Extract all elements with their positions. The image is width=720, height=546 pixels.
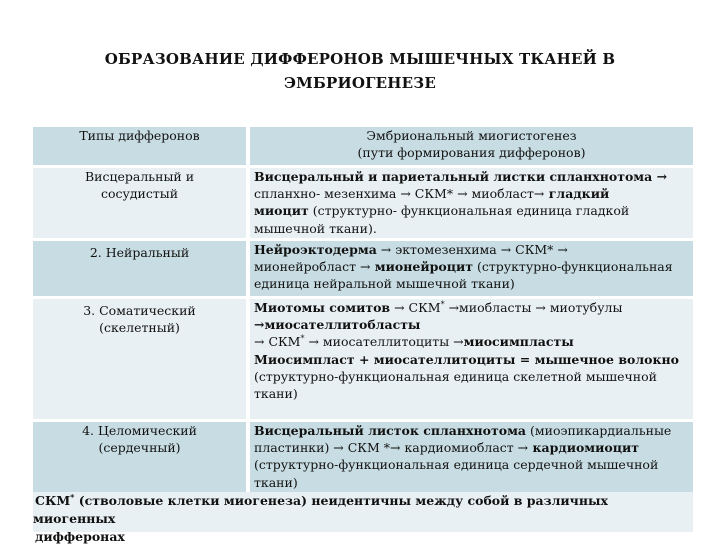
neural-desc-line2b: мионейроцит [370,259,473,275]
header-histogenesis-line1: Эмбриональный миогистогенез [366,128,577,143]
header-types-label: Типы дифферонов [79,128,200,143]
type-coelomic-line2: (сердечный) [98,440,181,455]
somatic-desc-line1a: Миотомы сомитов [254,300,391,315]
neural-desc-line2a: мионейробласт → [254,259,371,275]
header-types-cell [33,127,246,165]
visceral-desc-line4: мышечной ткани). [254,220,377,236]
neural-desc-line1b: → эктомезенхима → СКМ* → [376,242,568,257]
neural-desc-line3: единица нейральной мышечной ткани) [254,276,515,292]
neural-desc-line2c: (структурно-функциональная [472,259,673,275]
somatic-desc-line1c: →миобласты → миотубулы [444,300,623,315]
table-row-neural [33,241,693,296]
somatic-desc-line4: Миосимпласт + миосателлитоциты = мышечное волокно [254,351,679,367]
footnote-sup: * [70,491,75,502]
somatic-desc-line3c: миосимпласты [463,334,574,350]
description-cell-coelomic [250,422,693,492]
type-somatic-line1: 3. Соматический [83,303,196,318]
somatic-desc-line5: (структурно-функциональная единица скелетной мышечной [254,368,657,384]
footnote [33,491,693,544]
header-histogenesis-cell [250,127,693,165]
type-somatic-line2: (скелетный) [99,320,180,335]
type-neural: 2. Нейральный [89,245,190,260]
somatic-desc-line6: ткани) [254,386,298,402]
type-visceral-line2: сосудистый [100,186,179,201]
footnote-line1: (стволовые клетки миогенеза) неидентичны между собой в различных миогенных [33,493,608,526]
type-cell-visceral [33,168,246,238]
somatic-desc-line1b: → СКМ [390,300,441,315]
description-cell-visceral [250,168,693,238]
visceral-desc-line2a: спланхно- мезенхима → СКМ* → миобласт→ [254,186,545,202]
table-header-row [33,127,693,165]
coelomic-desc-line3: (структурно-функциональная единица сердечной мышечной [254,457,659,473]
type-coelomic-line1: 4. Целомический [82,423,197,438]
visceral-desc-line1: Висцеральный и париетальный листки спланхнотома → [254,169,668,184]
visceral-desc-line3b: (структурно- функциональная единица гладкой [308,203,630,219]
footnote-line2: дифферонах [35,529,125,544]
type-cell-somatic [33,299,246,419]
somatic-desc-line3a: → СКМ [254,334,301,350]
title-line-1: ОБРАЗОВАНИЕ ДИФФЕРОНОВ МЫШЕЧНЫХ ТКАНЕЙ В [104,50,616,68]
footnote-abbr: СКМ [35,493,71,508]
description-cell-somatic [250,299,693,419]
header-histogenesis-line2: (пути формирования дифферонов) [357,145,586,161]
coelomic-desc-line1b: (миоэпикардиальные [526,423,672,438]
page-title [0,47,720,95]
table-row-somatic [33,299,693,419]
somatic-desc-sup2: * [300,334,305,344]
title-line-2: ЭМБРИОГЕНЕЗЕ [284,74,436,92]
somatic-desc-line2: →миосателлитобласты [254,317,421,333]
visceral-desc-line3a: миоцит [254,203,309,219]
table-row-coelomic [33,422,693,492]
type-cell-neural [33,241,246,296]
somatic-desc-sup1: * [440,299,445,309]
coelomic-desc-line4: ткани) [254,474,298,490]
description-cell-neural [250,241,693,296]
somatic-desc-line3b: → миосателлитоциты → [304,334,464,350]
table-row-visceral [33,168,693,238]
coelomic-desc-line2a: пластинки) → СКМ *→ кардиомиобласт → [254,440,529,456]
neural-desc-line1a: Нейроэктодерма [254,242,377,257]
type-cell-coelomic [33,422,246,492]
visceral-desc-line2b: гладкий [544,186,610,202]
type-visceral-line1: Висцеральный и [84,169,195,184]
coelomic-desc-line1a: Висцеральный листок спланхнотома [254,423,527,438]
coelomic-desc-line2b: кардиомиоцит [528,440,640,456]
